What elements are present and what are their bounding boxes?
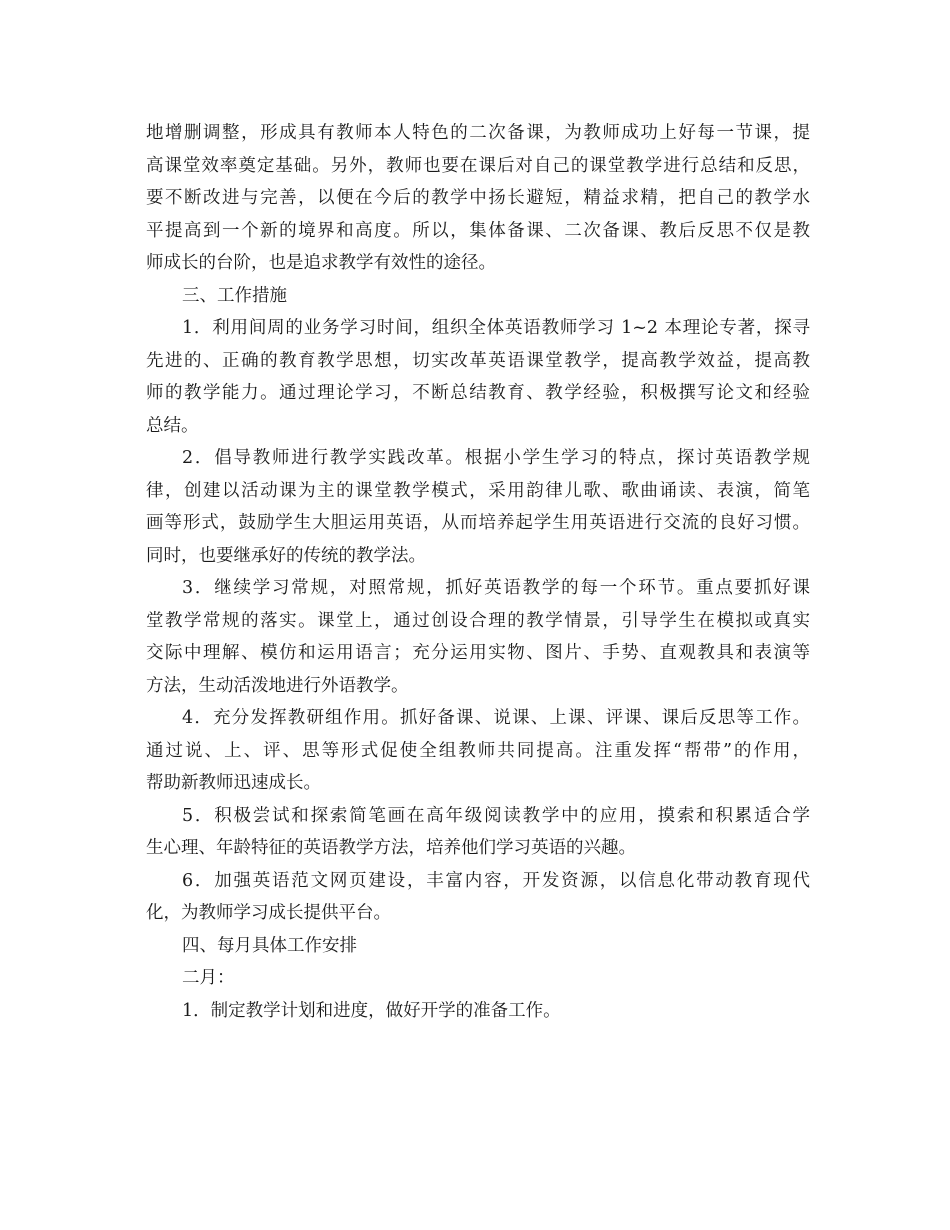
document-page	[146, 117, 810, 1027]
text-line: 堂教学常规的落实。课堂上，通过创设合理的教学情景，引导学生在模拟或真实	[146, 610, 810, 631]
text-line: 2．倡导教师进行教学实践改革。根据小学生学习的特点，探讨英语教学规	[182, 448, 810, 468]
text-line: 地增删调整，形成具有教师本人特色的二次备课，为教师成功上好每一节课，提	[146, 123, 810, 143]
text-line: 四、每月具体工作安排	[182, 935, 357, 956]
text-line: 二月：	[182, 968, 235, 988]
text-line: 高课堂效率奠定基础。另外，教师也要在课后对自己的课堂教学进行总结和反思，	[146, 155, 810, 176]
text-line: 画等形式，鼓励学生大胆运用英语，从而培养起学生用英语进行交流的良好习惯。	[146, 513, 810, 533]
text-line: 帮助新教师迅速成长。	[146, 773, 321, 793]
text-line: 三、工作措施	[182, 285, 287, 306]
text-line: 6．加强英语范文网页建设，丰富内容，开发资源，以信息化带动教育现代	[182, 870, 810, 891]
text-line: 化，为教师学习成长提供平台。	[146, 903, 391, 923]
text-line: 1．制定教学计划和进度，做好开学的准备工作。	[182, 1000, 561, 1021]
text-line: 交际中理解、模仿和运用语言；充分运用实物、图片、手势、直观教具和表演等	[146, 643, 810, 663]
text-line: 1．利用间周的业务学习时间，组织全体英语教师学习 1~2 本理论专著，探寻	[182, 318, 810, 338]
text-line: 律，创建以活动课为主的课堂教学模式，采用韵律儿歌、歌曲诵读、表演，简笔	[146, 480, 810, 501]
text-line: 师成长的台阶，也是追求教学有效性的途径。	[146, 253, 496, 273]
text-line: 同时，也要继承好的传统的教学法。	[146, 545, 426, 566]
text-line: 4．充分发挥教研组作用。抓好备课、说课、上课、评课、课后反思等工作。	[182, 708, 810, 728]
text-line: 总结。	[146, 415, 199, 436]
text-line: 3．继续学习常规，对照常规，抓好英语教学的每一个环节。重点要抓好课	[182, 578, 810, 598]
text-line: 师的教学能力。通过理论学习，不断总结教育、教学经验，积极撰写论文和经验	[146, 383, 810, 403]
text-line: 先进的、正确的教育教学思想，切实改革英语课堂教学，提高教学效益，提高教	[146, 350, 810, 371]
text-line: 5．积极尝试和探索简笔画在高年级阅读教学中的应用，摸索和积累适合学	[182, 805, 810, 826]
text-line: 要不断改进与完善，以便在今后的教学中扬长避短，精益求精，把自己的教学水	[146, 188, 810, 208]
text-line: 生心理、年龄特征的英语教学方法，培养他们学习英语的兴趣。	[146, 838, 636, 858]
text-line: 通过说、上、评、思等形式促使全组教师共同提高。注重发挥“帮带”的作用，	[146, 740, 810, 761]
text-line: 方法，生动活泼地进行外语教学。	[146, 675, 409, 696]
text-line: 平提高到一个新的境界和高度。所以，集体备课、二次备课、教后反思不仅是教	[146, 220, 810, 241]
